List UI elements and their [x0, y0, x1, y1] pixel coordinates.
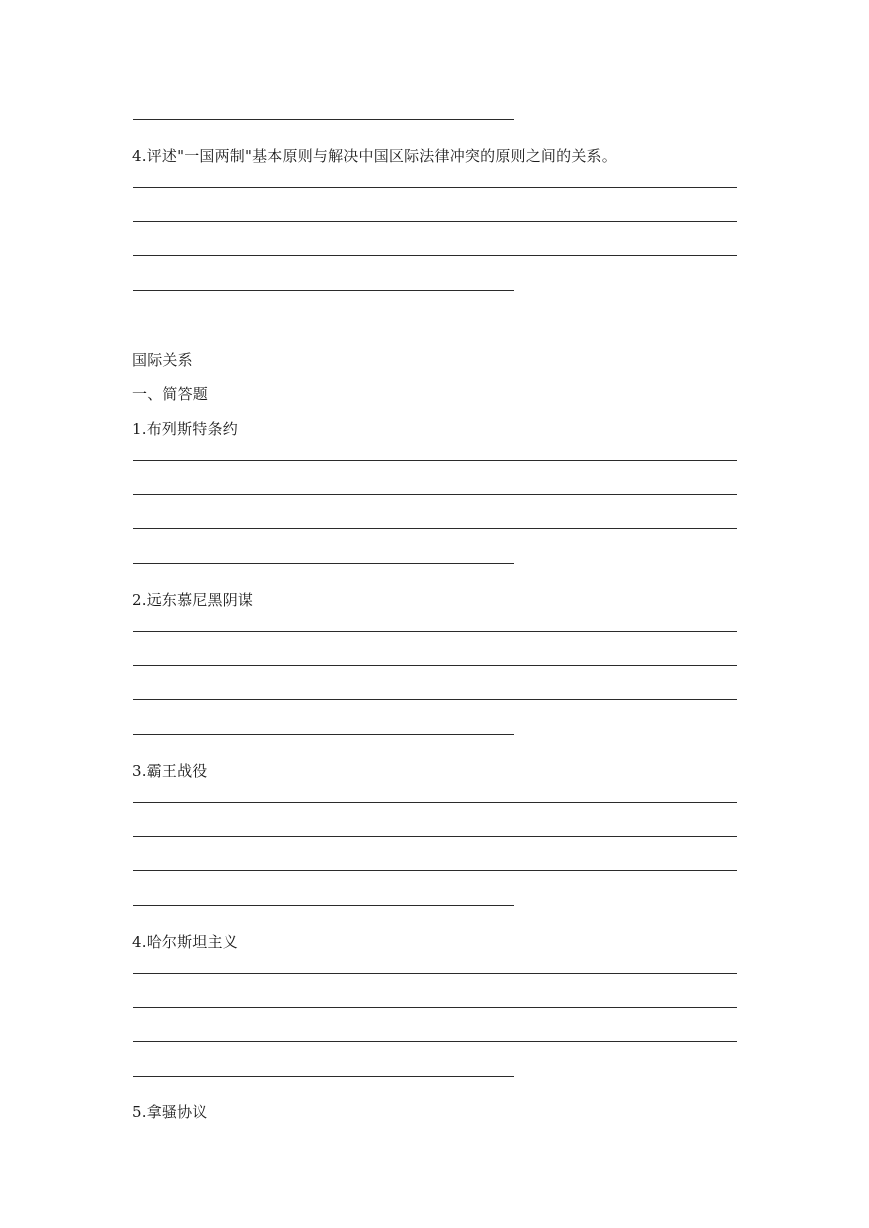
answer-line: [133, 836, 737, 837]
answer-line: [133, 631, 737, 632]
answer-line: [133, 802, 737, 803]
answer-line: [133, 905, 514, 906]
answer-line: [133, 1076, 514, 1077]
answer-line: [133, 255, 737, 256]
answer-line: [133, 119, 514, 120]
answer-line: [133, 973, 737, 974]
question-title: 4.评述"一国两制"基本原则与解决中国区际法律冲突的原则之间的关系。: [132, 147, 617, 165]
question-title: 4.哈尔斯坦主义: [132, 933, 238, 951]
answer-line: [133, 221, 737, 222]
answer-line: [133, 528, 737, 529]
answer-line: [133, 563, 514, 564]
answer-line: [133, 1007, 737, 1008]
answer-line: [133, 460, 737, 461]
question-title: 3.霸王战役: [132, 762, 208, 780]
answer-line: [133, 290, 514, 291]
answer-line: [133, 494, 737, 495]
answer-line: [133, 187, 737, 188]
question-title: 1.布列斯特条约: [132, 420, 238, 438]
answer-line: [133, 699, 737, 700]
part-heading: 一、简答题: [132, 385, 209, 403]
answer-line: [133, 1041, 737, 1042]
question-title: 5.拿骚协议: [132, 1103, 208, 1121]
answer-line: [133, 734, 514, 735]
question-title: 2.远东慕尼黑阴谋: [132, 591, 254, 609]
answer-line: [133, 870, 737, 871]
section-title: 国际关系: [132, 351, 193, 369]
answer-line: [133, 665, 737, 666]
